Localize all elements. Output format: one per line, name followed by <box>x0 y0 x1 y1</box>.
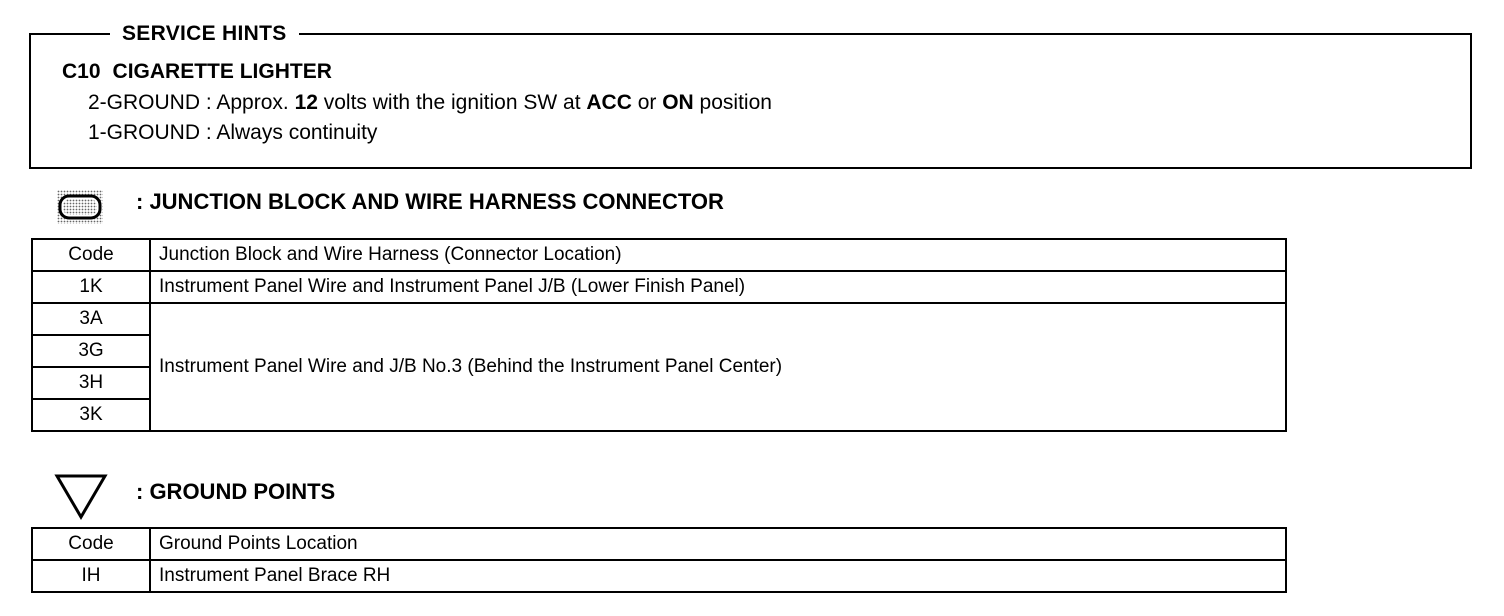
hint-position-on: ON <box>662 91 694 114</box>
row-code: IH <box>32 560 150 592</box>
connector-code: C10 <box>62 60 101 83</box>
row-description: Instrument Panel Wire and Instrument Panel J/B (Lower Finish Panel) <box>150 271 1286 303</box>
header-code: Code <box>32 528 150 560</box>
row-code: 3H <box>32 367 150 399</box>
ground-triangle-icon <box>54 472 108 520</box>
hint-voltage: 12 <box>294 91 318 114</box>
header-description: Ground Points Location <box>150 528 1286 560</box>
table-row <box>32 271 1286 303</box>
row-code: 3G <box>32 335 150 367</box>
hint-position-acc: ACC <box>586 91 632 114</box>
hint-line-1 <box>88 88 772 118</box>
service-hints-title: SERVICE HINTS <box>110 19 299 49</box>
row-code: 3K <box>32 399 150 431</box>
connector-box-icon <box>57 190 103 224</box>
ground-section-title: : GROUND POINTS <box>136 479 336 504</box>
table-header-row <box>32 528 1286 560</box>
hint-line-2: 1-GROUND : Always continuity <box>88 121 378 144</box>
row-code: 1K <box>32 271 150 303</box>
table-header-row <box>32 239 1286 271</box>
hint-line-1-mid1: volts with the ignition SW at <box>317 91 587 114</box>
hint-line-1-mid2: or <box>631 91 663 114</box>
merged-row-description: Instrument Panel Wire and J/B No.3 (Behind the Instrument Panel Center) <box>150 303 1286 431</box>
table-row <box>32 560 1286 592</box>
hint-line-1-prefix: 2-GROUND : Approx. <box>88 91 295 114</box>
connector-name: CIGARETTE LIGHTER <box>112 60 332 83</box>
connector-heading <box>62 57 332 87</box>
row-code: 3A <box>32 303 150 335</box>
ground-table <box>31 527 1287 593</box>
header-description: Junction Block and Wire Harness (Connector Location) <box>150 239 1286 271</box>
junction-table <box>31 238 1287 432</box>
hint-line-1-suffix: position <box>693 91 772 114</box>
table-row <box>32 303 1286 335</box>
row-description: Instrument Panel Brace RH <box>150 560 1286 592</box>
header-code: Code <box>32 239 150 271</box>
junction-section-title: : JUNCTION BLOCK AND WIRE HARNESS CONNECTOR <box>136 189 724 214</box>
